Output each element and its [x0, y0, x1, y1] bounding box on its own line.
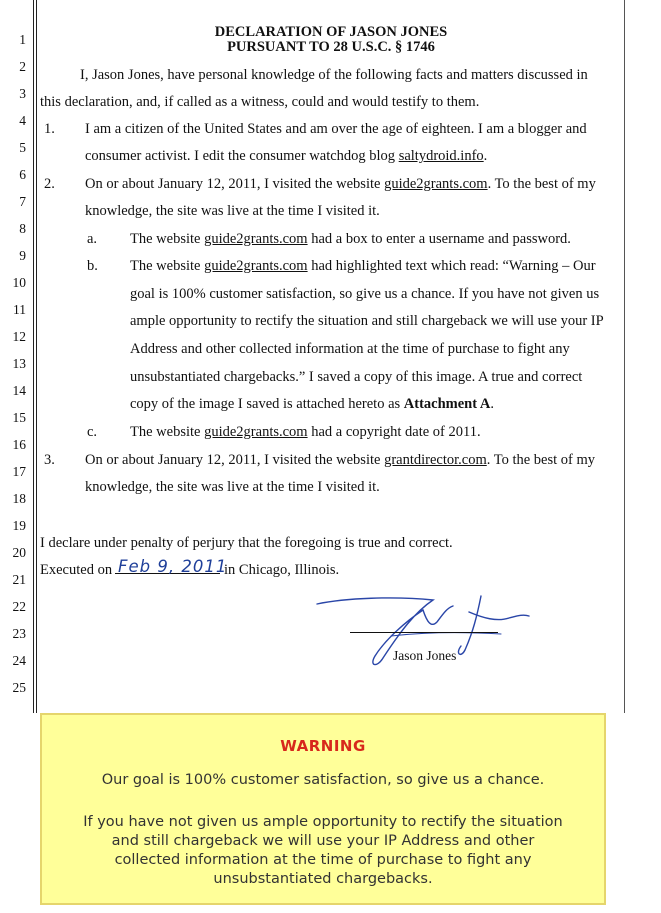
line-number: 6: [19, 167, 26, 182]
guide2grants-link[interactable]: guide2grants.com: [204, 258, 308, 274]
line-number: 13: [12, 356, 26, 371]
text-span: copy of the image I saved is attached hereto as: [130, 396, 404, 412]
left-margin-rule-inner: [36, 0, 37, 713]
declaration-statement: I declare under penalty of perjury that the foregoing is true and correct.: [40, 535, 453, 551]
line-number: 3: [19, 86, 26, 101]
handwritten-date: Feb 9, 2011: [118, 557, 228, 576]
text-span: The website: [130, 424, 205, 440]
paragraph-line: knowledge, the site was live at the time I visited it.: [85, 203, 380, 219]
subitem-label: b.: [87, 258, 98, 274]
line-number: 25: [12, 680, 26, 695]
left-margin-rule: [33, 0, 34, 713]
guide2grants-link[interactable]: guide2grants.com: [204, 231, 308, 247]
executed-prefix: Executed on: [40, 562, 113, 578]
intro-line: this declaration, and, if called as a witness, could and would testify to them.: [40, 94, 480, 110]
attachment-reference: Attachment A: [403, 396, 491, 412]
paragraph-line: [130, 396, 494, 412]
paragraph-line: I am a citizen of the United States and am over the age of eighteen. I am a blogger and: [85, 121, 587, 137]
item-number: 1.: [44, 121, 55, 137]
text-span: had a copyright date of 2011.: [307, 424, 481, 440]
paragraph-line: [130, 258, 596, 274]
line-number: 24: [12, 653, 26, 668]
item-number: 3.: [44, 452, 55, 468]
signature-line: [350, 632, 498, 633]
paragraph-line: [85, 452, 595, 468]
text-span: had highlighted text which read: “Warning – Our: [307, 258, 596, 274]
line-number: 22: [12, 599, 26, 614]
line-number: 4: [19, 113, 26, 128]
document-subtitle: PURSUANT TO 28 U.S.C. § 1746: [227, 39, 435, 55]
paragraph-line: unsubstantiated chargebacks.” I saved a copy of this image. A true and correct: [130, 369, 583, 385]
line-number: 17: [12, 464, 26, 479]
warning-attachment-box: [40, 713, 606, 905]
line-number: 15: [12, 410, 26, 425]
text-span: . To the best of my: [486, 452, 596, 468]
line-number: 16: [12, 437, 26, 452]
text-span: On or about January 12, 2011, I visited the website: [85, 176, 385, 192]
guide2grants-link[interactable]: guide2grants.com: [204, 424, 308, 440]
guide2grants-link[interactable]: guide2grants.com: [384, 176, 488, 192]
paragraph-line: [85, 148, 487, 164]
document-title: DECLARATION OF JASON JONES: [214, 24, 448, 40]
item-number: 2.: [44, 176, 55, 192]
line-number: 10: [12, 275, 26, 290]
signer-name: Jason Jones: [393, 648, 457, 663]
text-span: . To the best of my: [487, 176, 596, 192]
executed-suffix: in Chicago, Illinois.: [224, 562, 340, 578]
line-number: 14: [12, 383, 26, 398]
line-number: 2: [19, 59, 26, 74]
text-span: On or about January 12, 2011, I visited the website: [85, 452, 385, 468]
paragraph-line: [85, 176, 596, 192]
grantdirector-link[interactable]: grantdirector.com: [384, 452, 487, 468]
warning-text-line: unsubstantiated chargebacks.: [213, 871, 433, 887]
text-span: The website: [130, 231, 205, 247]
subitem-label: a.: [87, 231, 98, 247]
warning-text-line: Our goal is 100% customer satisfaction, so give us a chance.: [101, 772, 545, 788]
line-number: 20: [12, 545, 26, 560]
line-number: 12: [12, 329, 26, 344]
intro-line: I, Jason Jones, have personal knowledge of the following facts and matters discussed in: [80, 67, 588, 83]
warning-text-line: and still chargeback we will use your IP Address and other: [111, 833, 535, 849]
subitem-label: c.: [87, 424, 98, 440]
paragraph-line: ample opportunity to rectify the situation and still chargeback we will use your IP: [130, 313, 604, 329]
line-number: 5: [19, 140, 26, 155]
line-number: 11: [13, 302, 26, 317]
line-number: 1: [19, 32, 26, 47]
text-span: .: [490, 396, 494, 412]
line-number: 9: [19, 248, 26, 263]
paragraph-line: goal is 100% customer satisfaction, so give us a chance. If you have not given us: [130, 286, 600, 302]
text-span: consumer activist. I edit the consumer watchdog blog: [85, 148, 399, 164]
warning-title: WARNING: [280, 737, 366, 755]
paragraph-line: Address and other collected information at the time of purchase to fight any: [130, 341, 570, 357]
line-number: 19: [12, 518, 26, 533]
paragraph-line: [130, 231, 571, 247]
warning-paragraph: [42, 813, 604, 889]
line-number: 21: [12, 572, 26, 587]
warning-text-line: If you have not given us ample opportunity to rectify the situation: [83, 814, 563, 830]
paragraph-line: knowledge, the site was live at the time I visited it.: [85, 479, 380, 495]
line-number: 18: [12, 491, 26, 506]
warning-text-line: collected information at the time of purchase to fight any: [114, 852, 532, 868]
paragraph-line: [130, 424, 481, 440]
text-span: .: [483, 148, 488, 164]
right-margin-rule: [624, 0, 625, 713]
line-number: 7: [19, 194, 26, 209]
text-span: The website: [130, 258, 205, 274]
line-number: 8: [19, 221, 26, 236]
line-number: 23: [12, 626, 26, 641]
text-span: had a box to enter a username and password.: [307, 231, 571, 247]
saltydroid-link[interactable]: saltydroid.info: [398, 148, 484, 164]
